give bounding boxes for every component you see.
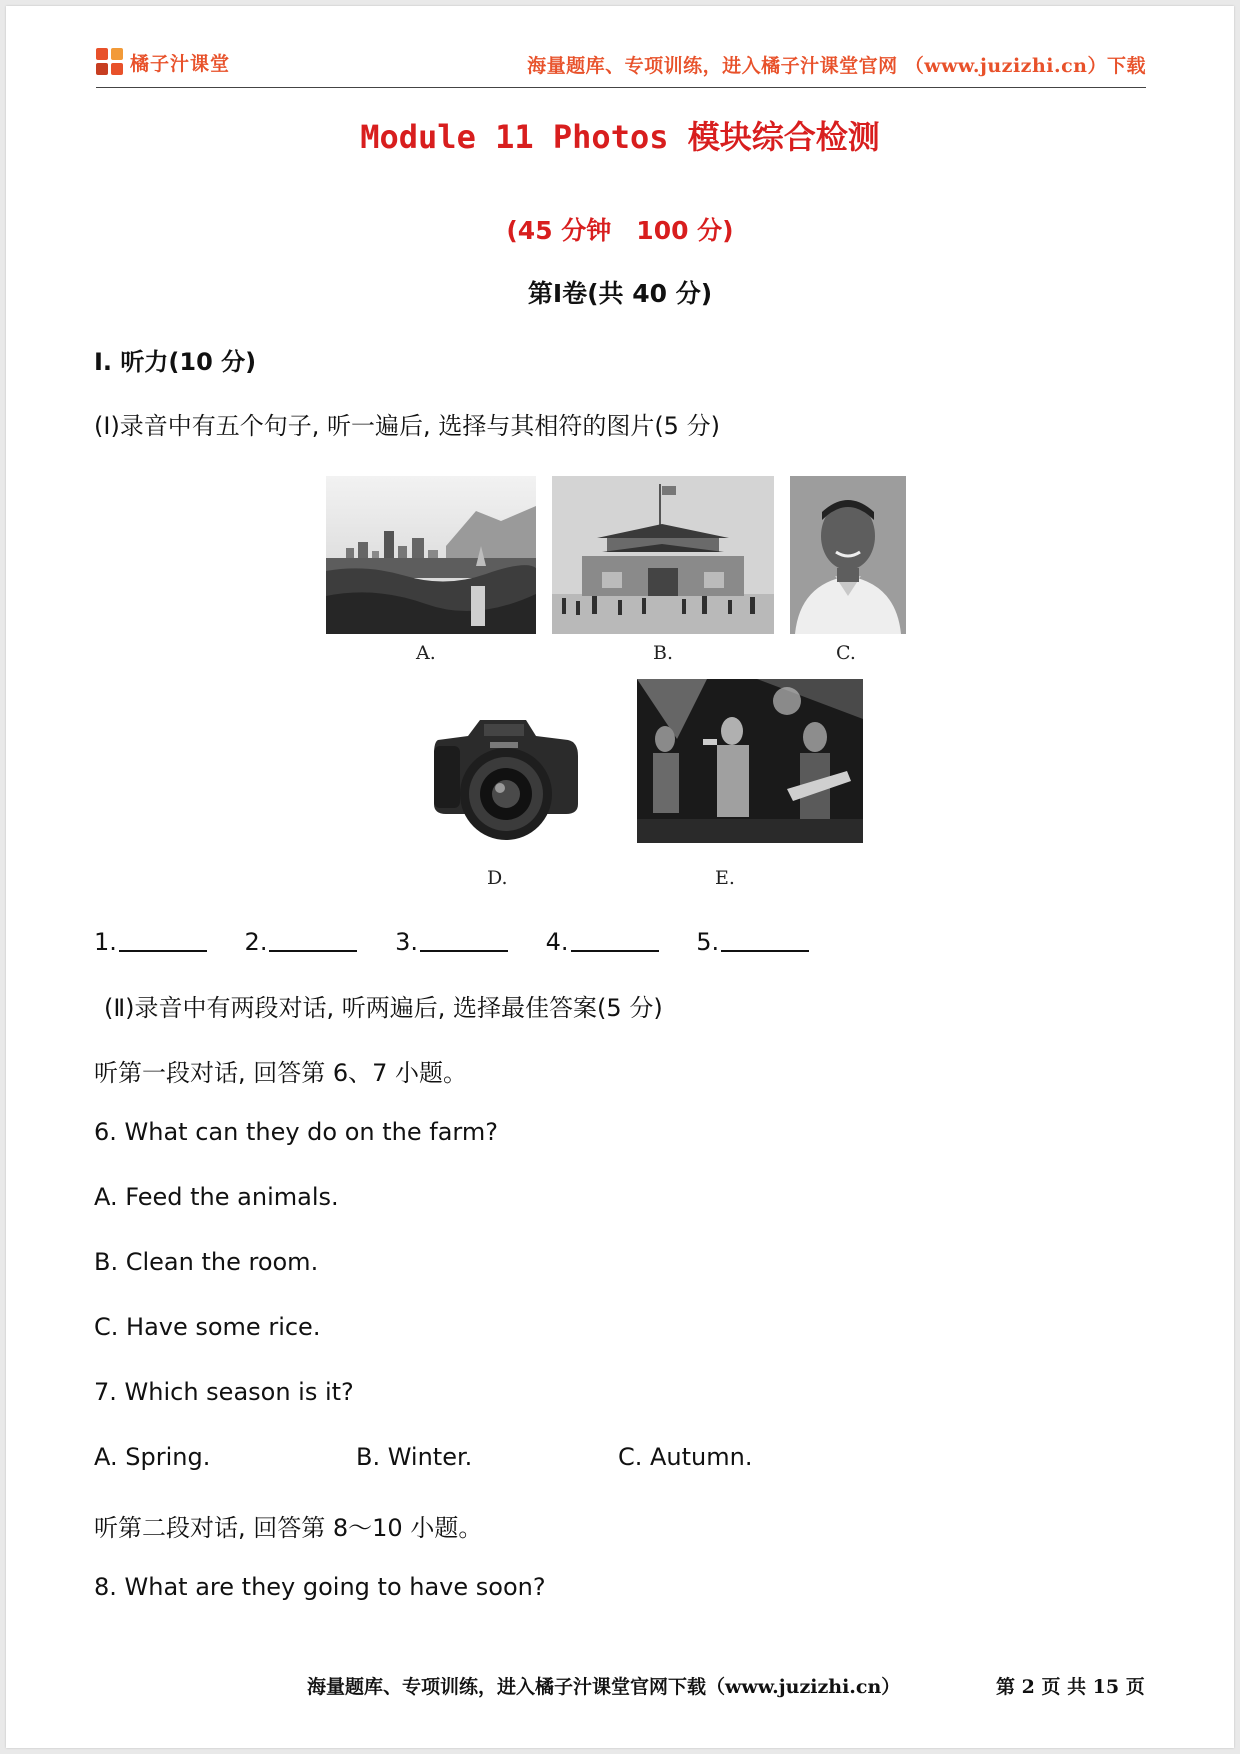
caption-a: A. — [416, 642, 436, 664]
answer-5-blank[interactable] — [721, 928, 809, 952]
dialogue1-intro: 听第一段对话, 回答第 6、7 小题。 — [94, 1059, 468, 1087]
answer-5-number: 5. — [696, 928, 720, 956]
document-page — [6, 6, 1234, 1748]
caption-c: C. — [836, 642, 856, 664]
caption-d: D. — [487, 867, 508, 889]
header-tagline: 海量题库、专项训练，进入橘子汁课堂官网 （www.juzizhi.cn）下载 — [527, 55, 1146, 77]
question-7: 7. Which season is it? — [94, 1378, 354, 1406]
part1-instruction: (Ⅰ)录音中有五个句子, 听一遍后, 选择与其相符的图片(5 分) — [94, 412, 720, 440]
answer-1-blank[interactable] — [119, 928, 207, 952]
picture-e-band — [637, 679, 863, 843]
logo-text: 橘子汁课堂 — [130, 52, 231, 75]
caption-e: E. — [715, 867, 735, 889]
q7-option-c: C. Autumn. — [618, 1443, 753, 1471]
q7-option-b: B. Winter. — [356, 1443, 473, 1471]
page-number: 第 2 页 共 15 页 — [996, 1676, 1145, 1698]
page-header — [96, 45, 1146, 88]
q6-option-a: A. Feed the animals. — [94, 1183, 339, 1211]
answer-4-number: 4. — [545, 928, 569, 956]
q6-option-b: B. Clean the room. — [94, 1248, 319, 1276]
picture-b-tiananmen — [552, 476, 774, 634]
answer-4-blank[interactable] — [571, 928, 659, 952]
answer-blanks — [94, 928, 839, 956]
volume-heading: 第Ⅰ卷(共 40 分) — [527, 279, 713, 308]
question-8: 8. What are they going to have soon? — [94, 1573, 546, 1601]
footer-tagline: 海量题库、专项训练，进入橘子汁课堂官网下载（www.juzizhi.cn） — [307, 1676, 901, 1698]
answer-1-number: 1. — [94, 928, 117, 956]
time-and-score: (45 分钟 100 分) — [506, 216, 734, 245]
q6-option-c: C. Have some rice. — [94, 1313, 321, 1341]
part2-instruction: (Ⅱ)录音中有两段对话, 听两遍后, 选择最佳答案(5 分) — [104, 994, 663, 1022]
answer-2-number: 2. — [244, 928, 268, 956]
brand-logo — [96, 47, 230, 77]
question-6: 6. What can they do on the farm? — [94, 1118, 498, 1146]
answer-3-blank[interactable] — [420, 928, 508, 952]
answer-2-blank[interactable] — [269, 928, 357, 952]
picture-d-camera — [428, 696, 584, 846]
document-title: Module 11 Photos 模块综合检测 — [360, 118, 880, 156]
q7-option-a: A. Spring. — [94, 1443, 211, 1471]
logo-icon — [96, 48, 124, 76]
dialogue2-intro: 听第二段对话, 回答第 8～10 小题。 — [94, 1514, 483, 1542]
answer-3-number: 3. — [395, 928, 418, 956]
picture-c-portrait — [790, 476, 906, 634]
section-heading-listening: Ⅰ. 听力(10 分) — [94, 348, 257, 376]
caption-b: B. — [653, 642, 674, 664]
picture-a-city — [326, 476, 536, 634]
